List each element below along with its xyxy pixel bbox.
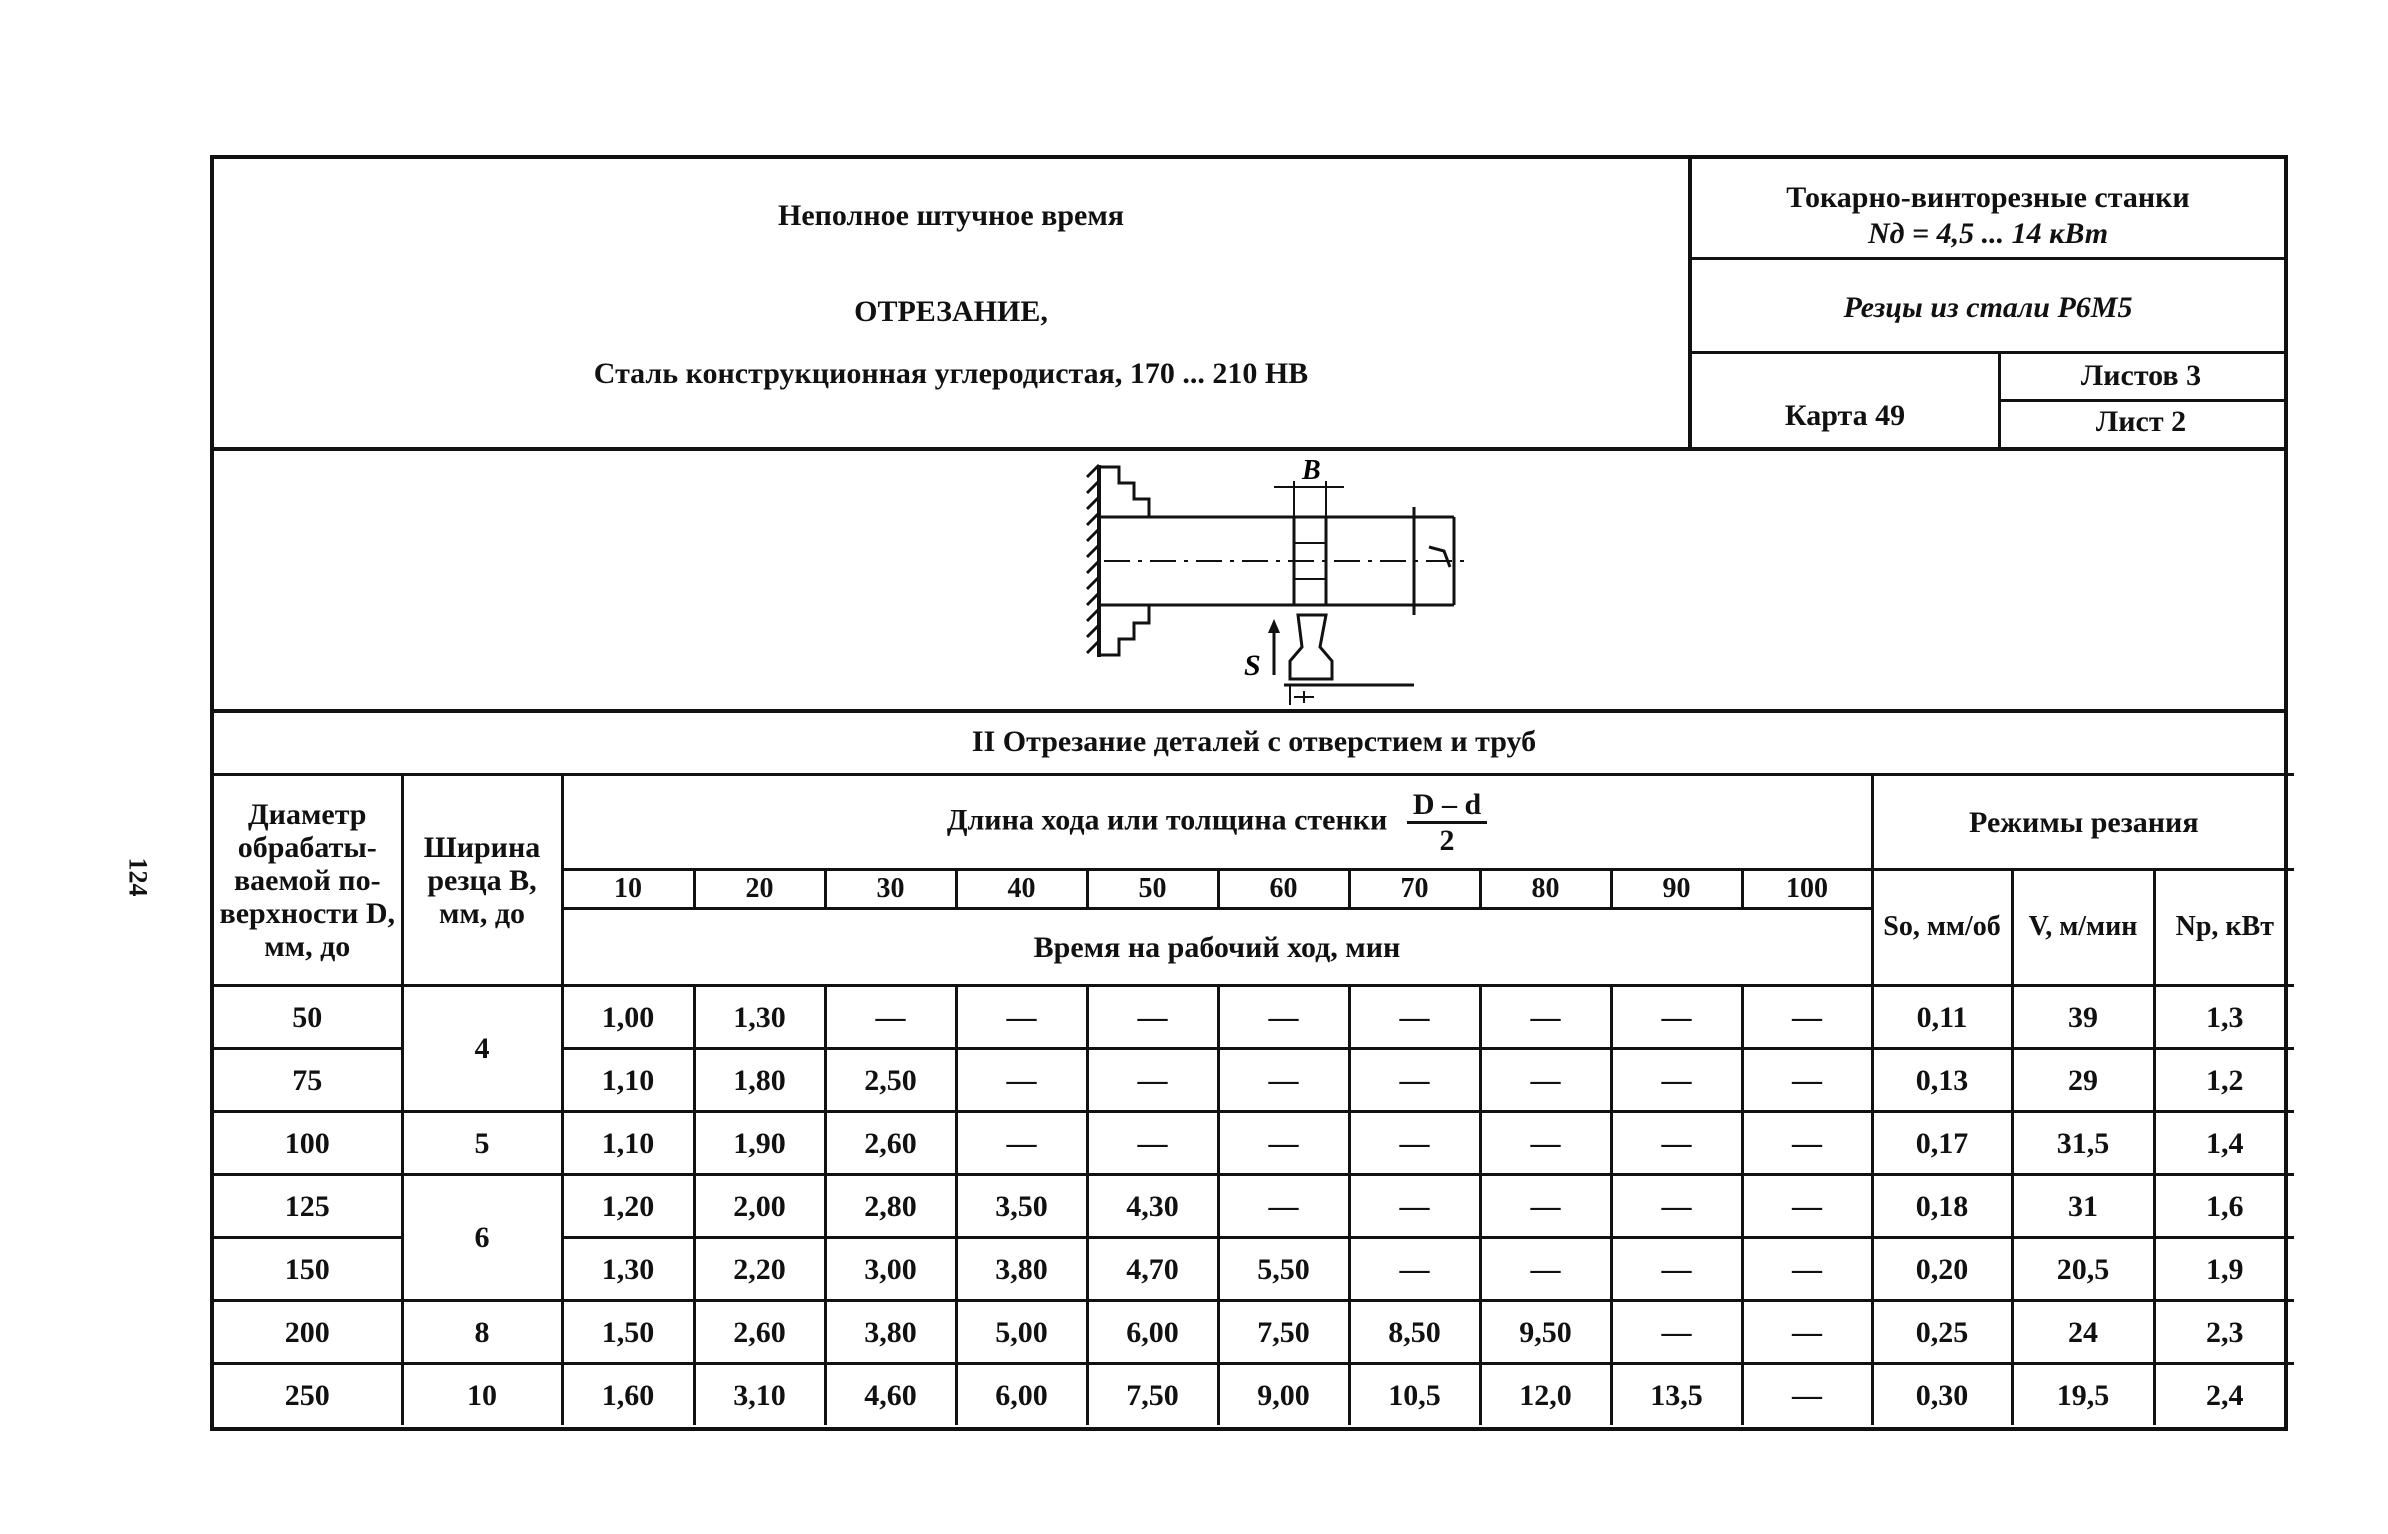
- cell-time: —: [1087, 986, 1218, 1049]
- cell-time: —: [1742, 986, 1872, 1049]
- sheet-number: Лист 2: [2095, 405, 2187, 438]
- cell-time: 4,30: [1087, 1175, 1218, 1238]
- cell-time: 5,50: [1218, 1238, 1349, 1301]
- cell-time: —: [1611, 986, 1742, 1049]
- cell-time: 2,60: [825, 1112, 956, 1175]
- cell-power: 1,2: [2154, 1049, 2294, 1112]
- cell-time: 12,0: [1480, 1364, 1611, 1426]
- col-width-header: Ширина резца B, мм, до: [402, 775, 562, 986]
- cell-time: —: [1480, 1238, 1611, 1301]
- cell-time: 2,20: [694, 1238, 825, 1301]
- length-70: 70: [1349, 870, 1480, 909]
- cell-time: —: [1611, 1112, 1742, 1175]
- cell-time: —: [956, 1049, 1087, 1112]
- cell-time: —: [1349, 1112, 1480, 1175]
- tool-material: Резцы из стали Р6М5: [1843, 291, 2133, 324]
- header-title-block: [214, 159, 1692, 447]
- cell-feed: 0,11: [1872, 986, 2012, 1049]
- cell-time: —: [1087, 1112, 1218, 1175]
- cell-time: 10,5: [1349, 1364, 1480, 1426]
- table-row: [214, 1364, 2294, 1426]
- length-100: 100: [1742, 870, 1872, 909]
- cell-time: 1,00: [562, 986, 694, 1049]
- speed-header: V, м/мин: [2012, 870, 2154, 986]
- cell-feed: 0,18: [1872, 1175, 2012, 1238]
- feed-s-label: S: [1244, 649, 1261, 682]
- cell-time: 8,50: [1349, 1301, 1480, 1364]
- cell-time: 9,00: [1218, 1364, 1349, 1426]
- cell-time: —: [1349, 986, 1480, 1049]
- operation-name: ОТРЕЗАНИЕ,: [854, 295, 1048, 328]
- cell-speed: 39: [2012, 986, 2154, 1049]
- cell-diameter: 250: [214, 1364, 402, 1426]
- table-row: [214, 1175, 2294, 1238]
- cell-time: —: [1480, 1049, 1611, 1112]
- cell-time: —: [1218, 986, 1349, 1049]
- cell-time: 6,00: [956, 1364, 1087, 1426]
- norm-card-sheet: [210, 155, 2288, 1431]
- cell-time: —: [1742, 1049, 1872, 1112]
- cell-feed: 0,25: [1872, 1301, 2012, 1364]
- cutting-time-table: [214, 709, 2294, 1425]
- cell-time: 2,60: [694, 1301, 825, 1364]
- cell-time: —: [1742, 1364, 1872, 1426]
- cell-speed: 20,5: [2012, 1238, 2154, 1301]
- cell-time: 1,90: [694, 1112, 825, 1175]
- dimension-b-label: B: [1302, 455, 1321, 486]
- cell-speed: 31: [2012, 1175, 2154, 1238]
- cell-time: 1,30: [562, 1238, 694, 1301]
- page-number: 124: [123, 857, 153, 897]
- cell-speed: 29: [2012, 1049, 2154, 1112]
- cell-time: —: [1480, 1112, 1611, 1175]
- wall-fraction: [1407, 788, 1487, 857]
- cell-time: —: [1742, 1175, 1872, 1238]
- cell-time: 3,80: [956, 1238, 1087, 1301]
- cell-power: 2,4: [2154, 1364, 2294, 1426]
- cell-diameter: 150: [214, 1238, 402, 1301]
- header-title: Неполное штучное время: [777, 199, 1125, 232]
- cell-feed: 0,30: [1872, 1364, 2012, 1426]
- cell-time: —: [1611, 1238, 1742, 1301]
- cell-time: —: [1742, 1238, 1872, 1301]
- cell-time: —: [1218, 1175, 1349, 1238]
- cell-time: 3,00: [825, 1238, 956, 1301]
- cell-diameter: 200: [214, 1301, 402, 1364]
- cell-diameter: 50: [214, 986, 402, 1049]
- cell-width: 5: [402, 1112, 562, 1175]
- cell-time: 1,80: [694, 1049, 825, 1112]
- cell-power: 1,4: [2154, 1112, 2294, 1175]
- length-60: 60: [1218, 870, 1349, 909]
- cell-time: —: [1611, 1175, 1742, 1238]
- col-diameter-header: Диаметр обрабаты-ваемой по-верхности D, мм, до: [214, 775, 402, 986]
- cell-speed: 19,5: [2012, 1364, 2154, 1426]
- cell-width: 6: [402, 1175, 562, 1301]
- length-50: 50: [1087, 870, 1218, 909]
- length-30: 30: [825, 870, 956, 909]
- cell-time: 1,10: [562, 1049, 694, 1112]
- power-header: Nр, кВт: [2154, 870, 2294, 986]
- cell-time: 2,50: [825, 1049, 956, 1112]
- cell-time: 2,80: [825, 1175, 956, 1238]
- cell-time: 6,00: [1087, 1301, 1218, 1364]
- cell-time: —: [1349, 1175, 1480, 1238]
- header-info-block: [1692, 159, 2284, 447]
- cell-feed: 0,20: [1872, 1238, 2012, 1301]
- cell-time: 2,00: [694, 1175, 825, 1238]
- cell-diameter: 75: [214, 1049, 402, 1112]
- cell-time: 3,50: [956, 1175, 1087, 1238]
- cell-time: 1,60: [562, 1364, 694, 1426]
- cell-width: 10: [402, 1364, 562, 1426]
- cell-time: 1,30: [694, 986, 825, 1049]
- cell-diameter: 125: [214, 1175, 402, 1238]
- cell-time: 3,80: [825, 1301, 956, 1364]
- cell-power: 1,3: [2154, 986, 2294, 1049]
- length-90: 90: [1611, 870, 1742, 909]
- col-length-header: [562, 775, 1872, 870]
- cell-feed: 0,13: [1872, 1049, 2012, 1112]
- cell-time: —: [1218, 1049, 1349, 1112]
- parting-diagram: [214, 447, 2284, 713]
- cell-time: 9,50: [1480, 1301, 1611, 1364]
- cell-time: —: [1349, 1049, 1480, 1112]
- cell-time: 1,10: [562, 1112, 694, 1175]
- cell-time: —: [825, 986, 956, 1049]
- cell-time: 1,50: [562, 1301, 694, 1364]
- cell-time: 3,10: [694, 1364, 825, 1426]
- cell-time: —: [956, 986, 1087, 1049]
- table-row: [214, 1301, 2294, 1364]
- cell-time: —: [1611, 1301, 1742, 1364]
- cell-time: 7,50: [1087, 1364, 1218, 1426]
- cell-time: 5,00: [956, 1301, 1087, 1364]
- cell-time: 7,50: [1218, 1301, 1349, 1364]
- cell-time: 4,70: [1087, 1238, 1218, 1301]
- parting-sketch: [214, 447, 2284, 709]
- machine-type: Токарно-винторезные станки: [1786, 181, 2190, 214]
- cell-time: —: [1480, 986, 1611, 1049]
- card-header: [214, 159, 2284, 451]
- cell-diameter: 100: [214, 1112, 402, 1175]
- cell-time: 13,5: [1611, 1364, 1742, 1426]
- fraction-numerator: D – d: [1407, 788, 1487, 824]
- cell-speed: 31,5: [2012, 1112, 2154, 1175]
- length-40: 40: [956, 870, 1087, 909]
- table-row: [214, 986, 2294, 1049]
- feed-header: Sо, мм/об: [1872, 870, 2012, 986]
- cell-time: —: [1349, 1238, 1480, 1301]
- machine-power: Nд = 4,5 ... 14 кВт: [1867, 217, 2109, 250]
- modes-header: Режимы резания: [1872, 775, 2294, 870]
- cell-time: —: [1218, 1112, 1349, 1175]
- length-80: 80: [1480, 870, 1611, 909]
- cell-power: 2,3: [2154, 1301, 2294, 1364]
- cell-speed: 24: [2012, 1301, 2154, 1364]
- col-length-label: Длина хода или толщина стенки: [946, 802, 1388, 836]
- cell-time: —: [1742, 1301, 1872, 1364]
- cell-time: 4,60: [825, 1364, 956, 1426]
- table-row: [214, 1112, 2294, 1175]
- card-number: Карта 49: [1784, 399, 1906, 432]
- cell-power: 1,6: [2154, 1175, 2294, 1238]
- cell-time: —: [1480, 1175, 1611, 1238]
- cell-width: 4: [402, 986, 562, 1112]
- material-spec: Сталь конструкционная углеродистая, 170 ... 210 НВ: [593, 357, 1309, 390]
- fraction-denominator: 2: [1439, 823, 1455, 857]
- length-20: 20: [694, 870, 825, 909]
- length-10: 10: [562, 870, 694, 909]
- cell-time: —: [1611, 1049, 1742, 1112]
- cell-time: —: [956, 1112, 1087, 1175]
- cell-time: 1,20: [562, 1175, 694, 1238]
- sheets-total: Листов 3: [2080, 359, 2202, 392]
- time-header: Время на рабочий ход, мин: [562, 909, 1872, 986]
- cell-feed: 0,17: [1872, 1112, 2012, 1175]
- cell-power: 1,9: [2154, 1238, 2294, 1301]
- cell-time: —: [1742, 1112, 1872, 1175]
- cell-time: —: [1087, 1049, 1218, 1112]
- section-title: II Отрезание деталей с отверстием и труб: [214, 709, 2294, 775]
- cell-width: 8: [402, 1301, 562, 1364]
